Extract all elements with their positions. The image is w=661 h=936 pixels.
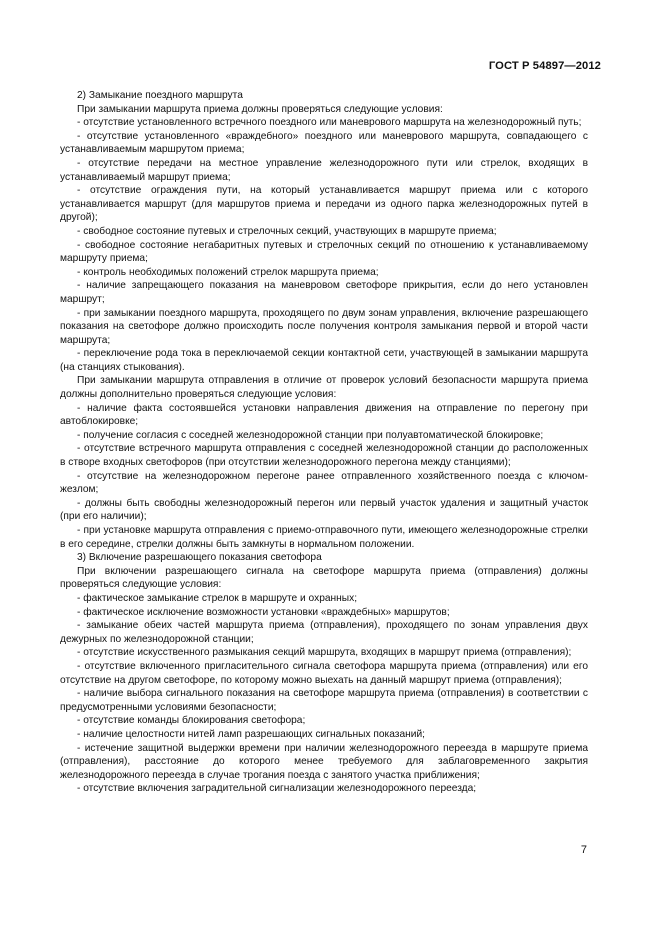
section-heading: 2) Замыкание поездного маршрута <box>77 90 243 101</box>
list-item: - отсутствие включенного пригласительного сигнала светофора маршрута приема (отправления) или его отсутствие на другом светофоре, по которому можно выехать на данный маршрут приема (отправления); <box>60 660 588 686</box>
list-item: - фактическое замыкание стрелок в маршруте и охранных; <box>77 592 358 604</box>
list-item: - истечение защитной выдержки времени при наличии железнодорожного переезда в маршруте приема (отправления), расстояние до которого менее требуемого для заблаговременного закрытия железнодорожного переезда в случае трогания поезда с занятого участка приближения; <box>60 742 588 781</box>
list-item: - должны быть свободны железнодорожный перегон или первый участок удаления и защитный участок (при его наличии); <box>60 497 588 523</box>
list-item: - отсутствие установленного встречного поездного или маневрового маршрута на железнодорожный путь; <box>77 117 582 129</box>
list-item: - отсутствие команды блокирования светофора; <box>77 715 306 727</box>
list-item: - наличие факта состоявшейся установки направления движения на отправление по перегону при автоблокировке; <box>60 402 588 428</box>
paragraph: При замыкании маршрута отправления в отличие от проверок условий безопасности маршрута приема должны дополнительно проверяться следующие условия: <box>60 375 588 401</box>
list-item: - отсутствие искусственного размыкания секций маршрута, входящих в маршрут приема (отправления); <box>77 647 572 659</box>
list-item: - замыкание обеих частей маршрута приема (отправления), проходящего по зонам управления двух дежурных по железнодорожной станции; <box>60 620 588 645</box>
list-item: - переключение рода тока в переключаемой секции контактной сети, участвующей в замыкании маршрута (на станциях стыкования). <box>60 348 588 373</box>
list-item: - отсутствие встречного маршрута отправления с соседней железнодорожной станции до расположенных в створе входных светофоров (при отсутствии железнодорожного перегона между станциями); <box>60 443 588 469</box>
list-item: - свободное состояние негабаритных путевых и стрелочных секций по отношению к устанавливаемому маршруту приема; <box>60 239 588 265</box>
paragraph: При замыкании маршрута приема должны проверяться следующие условия: <box>77 103 443 115</box>
list-item: - свободное состояние путевых и стрелочных секций, участвующих в маршруте приема; <box>77 225 497 237</box>
list-item: - отсутствие ограждения пути, на который устанавливается маршрут приема или с которого устанавливается маршрут (для маршрутов приема и передачи из одного парка железнодорожных путей в другой); <box>60 185 588 224</box>
document-body <box>60 89 588 796</box>
list-item: - при замыкании поездного маршрута, проходящего по двум зонам управления, включение разрешающего показания на светофоре должно происходить после получения контроля замыкания первой и второй части маршрута; <box>60 307 588 346</box>
page-number: 7 <box>580 844 587 856</box>
list-item: - получение согласия с соседней железнодорожной станции при полуавтоматической блокировке; <box>77 429 544 441</box>
document-standard-id: ГОСТ Р 54897—2012 <box>488 60 601 72</box>
list-item: - отсутствие передачи на местное управление железнодорожного пути или стрелок, входящих в устанавливаемый маршрут приема; <box>60 157 588 183</box>
list-item: - контроль необходимых положений стрелок маршрута приема; <box>77 266 379 278</box>
list-item: - при установке маршрута отправления с приемо-отправочного пути, имеющего железнодорожные стрелки в его середине, стрелки должны быть замкнуты в нормальном положении. <box>60 525 588 550</box>
paragraph: При включении разрешающего сигнала на светофоре маршрута приема (отправления) должны проверяться следующие условия: <box>60 565 588 591</box>
list-item: - наличие запрещающего показания на маневровом светофоре прикрытия, если до него установлен маршрут; <box>60 280 588 305</box>
list-item: - отсутствие на железнодорожном перегоне ранее отправленного хозяйственного поезда с ключом-жезлом; <box>60 470 588 496</box>
list-item: - фактическое исключение возможности установки «враждебных» маршрутов; <box>77 606 450 618</box>
list-item: - отсутствие установленного «враждебного» поездного или маневрового маршрута, совпадающего с устанавливаемым маршрутом приема; <box>60 130 588 156</box>
list-item: - наличие целостности нитей ламп разрешающих сигнальных показаний; <box>77 728 425 740</box>
section-heading: 3) Включение разрешающего показания светофора <box>77 552 322 564</box>
list-item: - отсутствие включения заградительной сигнализации железнодорожного переезда; <box>77 783 477 795</box>
list-item: - наличие выбора сигнального показания на светофоре маршрута приема (отправления) в соответствии с предусмотренными условиями безопасности; <box>60 688 588 713</box>
